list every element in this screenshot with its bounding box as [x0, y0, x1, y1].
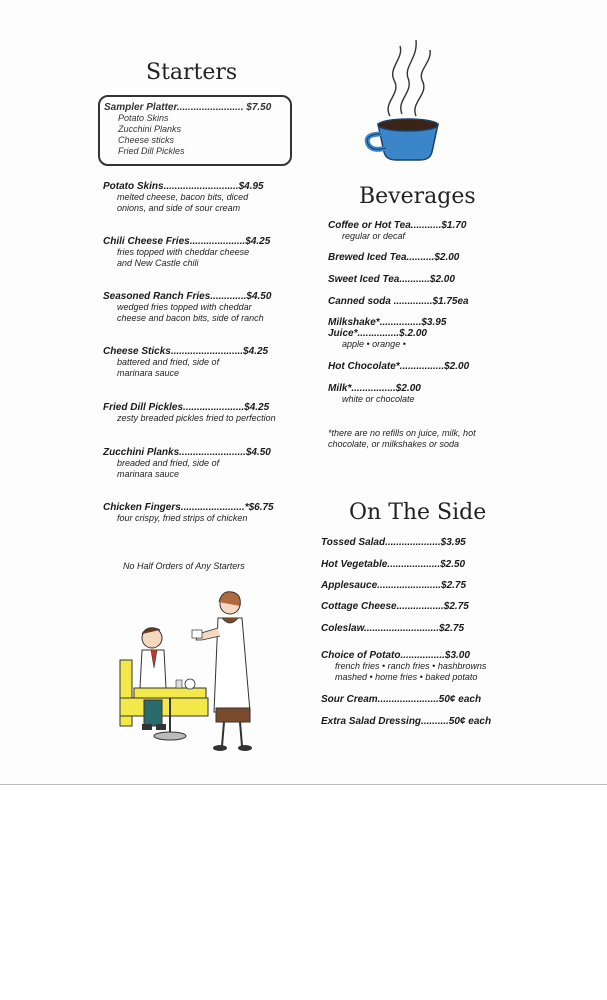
beverages-heading: Beverages	[359, 184, 476, 209]
item-line: Cottage Cheese.................$2.75	[321, 601, 469, 612]
menu-item	[321, 601, 469, 612]
item-line: Sour Cream......................50¢ each	[321, 694, 482, 705]
starters-note: No Half Orders of Any Starters	[123, 561, 245, 571]
item-line: Milk*................$2.00	[328, 383, 421, 394]
item-line: Zucchini Planks........................$4.50	[103, 447, 271, 458]
menu-item	[321, 716, 491, 727]
menu-item	[103, 402, 276, 424]
sampler-item: Potato Skins	[118, 113, 169, 123]
item-desc: mashed • home fries • baked potato	[335, 672, 478, 682]
item-line: Tossed Salad....................$3.95	[321, 537, 466, 548]
item-desc: cheese and bacon bits, side of ranch	[117, 313, 264, 323]
item-desc: breaded and fried, side of	[117, 458, 220, 468]
coffee-cup-icon	[360, 36, 460, 166]
menu-item	[103, 346, 268, 379]
item-desc: wedged fries topped with cheddar	[117, 302, 252, 312]
item-desc: onions, and side of sour cream	[117, 203, 241, 213]
item-line: Cheese Sticks..........................$4.25	[103, 346, 269, 357]
menu-item	[328, 317, 446, 328]
item-line: Brewed Iced Tea..........$2.00	[328, 252, 460, 263]
note-line: *there are no refills on juice, milk, hot	[328, 428, 476, 438]
diner-illustration	[118, 588, 263, 758]
menu-item	[103, 181, 264, 214]
item-line: Chili Cheese Fries....................$4.25	[103, 236, 271, 247]
menu-item	[328, 296, 469, 307]
item-line: Hot Vegetable...................$2.50	[321, 559, 466, 570]
item-line: Coffee or Hot Tea...........$1.70	[328, 220, 467, 231]
item-line: Fried Dill Pickles......................$4.25	[103, 402, 270, 413]
item-line: Sweet Iced Tea...........$2.00	[328, 274, 455, 285]
sampler-item: Zucchini Planks	[118, 124, 182, 134]
note-line: chocolate, or milkshakes or soda	[328, 439, 460, 449]
page-edge	[0, 784, 607, 785]
menu-item	[103, 447, 271, 480]
item-line: Choice of Potato................$3.00	[321, 650, 470, 661]
item-desc: french fries • ranch fries • hashbrowns	[335, 661, 487, 671]
sampler-platter-box	[98, 95, 292, 166]
item-line: Coleslaw...........................$2.75	[321, 623, 465, 634]
item-desc: four crispy, fried strips of chicken	[117, 513, 248, 523]
item-desc: regular or decaf	[342, 231, 406, 241]
menu-item	[321, 650, 486, 683]
item-line: Extra Salad Dressing..........50¢ each	[321, 716, 492, 727]
sampler-item: Fried Dill Pickles	[118, 146, 185, 156]
menu-item	[321, 580, 466, 591]
menu-item	[328, 274, 455, 285]
item-desc: battered and fried, side of	[117, 357, 220, 367]
sampler-line: Sampler Platter........................ $7.50	[104, 102, 272, 113]
menu-item	[328, 328, 427, 350]
menu-item	[321, 537, 466, 548]
menu-item	[328, 361, 469, 372]
menu-item	[321, 623, 464, 634]
item-line: Potato Skins...........................$4.95	[103, 181, 264, 192]
item-desc: marinara sauce	[117, 368, 180, 378]
item-desc: white or chocolate	[342, 394, 415, 404]
menu-item	[321, 694, 481, 705]
beverages-note	[328, 428, 476, 450]
item-desc: apple • orange •	[342, 339, 406, 349]
menu-item	[328, 252, 459, 263]
sampler-item: Cheese sticks	[118, 135, 175, 145]
item-line: Hot Chocolate*................$2.00	[328, 361, 470, 372]
item-desc: and New Castle chili	[117, 258, 199, 268]
item-line: Seasoned Ranch Fries.............$4.50	[103, 291, 272, 302]
item-desc: melted cheese, bacon bits, diced	[117, 192, 249, 202]
menu-item	[321, 559, 465, 570]
menu-item	[328, 220, 466, 242]
item-desc: zesty breaded pickles fried to perfection	[117, 413, 276, 423]
starters-heading: Starters	[146, 60, 238, 85]
item-line: Applesauce.......................$2.75	[321, 580, 467, 591]
item-line: Chicken Fingers.......................*$6.75	[103, 502, 274, 513]
item-desc: fries topped with cheddar cheese	[117, 247, 250, 257]
item-line: Canned soda ..............$1.75ea	[328, 296, 469, 307]
menu-item	[103, 236, 270, 269]
item-desc: marinara sauce	[117, 469, 180, 479]
item-line: Milkshake*...............$3.95	[328, 317, 447, 328]
menu-item	[328, 383, 421, 405]
sides-heading: On The Side	[349, 500, 487, 525]
menu-item	[103, 291, 271, 324]
item-line: Juice*...............$.2.00	[328, 328, 427, 339]
menu-item	[103, 502, 274, 524]
